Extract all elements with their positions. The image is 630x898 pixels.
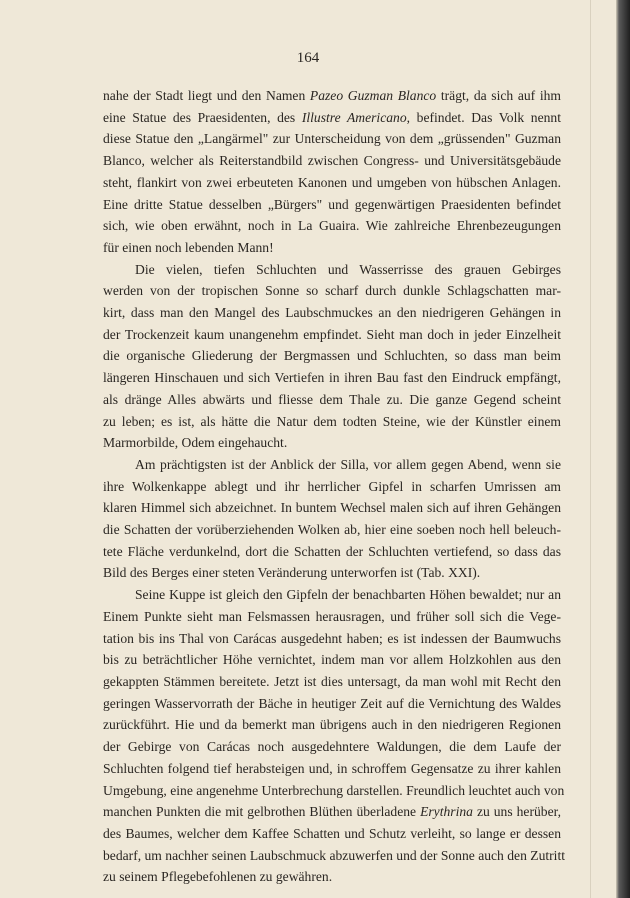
text-line: [103, 302, 561, 324]
text-line: [103, 280, 561, 302]
text-line: [103, 389, 561, 411]
text-segment: zurückführt. Hie und da bemerkt man übrigens auch in den niedrigeren Regionen: [103, 717, 561, 733]
text-line: [103, 454, 561, 476]
italic-term: Illustre Americano: [301, 109, 407, 125]
text-line: [103, 237, 561, 259]
text-segment: Umgebung, eine angenehme Unterbrechung darstellen. Freundlich leuchtet auch von: [103, 782, 565, 798]
text-line: [103, 714, 561, 736]
text-line: [103, 671, 561, 693]
text-line: [103, 758, 561, 780]
text-line: [103, 345, 561, 367]
text-line: [103, 628, 561, 650]
paragraph: [103, 259, 561, 454]
text-line: [103, 649, 561, 671]
text-line: [103, 780, 565, 802]
text-line: [103, 194, 561, 216]
italic-term: Pazeo Guzman Blanco: [309, 88, 437, 103]
text-segment: bis zu beträchtlicher Höhe vernichtet, indem man vor allem Holzkohlen aus den: [103, 652, 561, 668]
text-line: [103, 606, 561, 628]
text-line: [103, 845, 566, 867]
text-segment: längeren Hinschauen und sich Vertiefen in ihren Bau fast den Eindruck empfängt,: [103, 370, 561, 386]
text-segment: des Baumes, welcher dem Kaffee Schatten und Schutz verleiht, so lange er dessen: [103, 825, 561, 841]
text-segment: Eine dritte Statue desselben „Bürgers" und gegenwärtigen Praesidenten befindet: [103, 196, 561, 212]
text-segment: für einen noch lebenden Mann!: [103, 239, 274, 255]
text-segment: manchen Punkten die mit gelbrothen Blüthen überladene: [103, 804, 421, 820]
paragraph: [103, 454, 561, 584]
text-segment: bedarf, um nachher seinen Laubschmuck abzuwerfen und der Sonne auch den Zutritt: [103, 847, 566, 863]
italic-term: Erythrina: [420, 804, 473, 820]
text-segment: Am prächtigsten ist der Anblick der Silla, vor allem gegen Abend, wenn sie: [135, 456, 561, 472]
text-segment: sich, wie oben erwähnt, noch in La Guaira. Wie zahlreiche Ehrenbezeugungen: [103, 218, 561, 234]
body-text: [103, 85, 566, 888]
text-segment: eine Statue des Praesidenten, des: [103, 109, 302, 125]
page-edge-shadow: [616, 0, 630, 898]
text-line: [103, 367, 561, 389]
text-line: [103, 324, 561, 346]
text-line: [103, 584, 561, 606]
text-segment: Seine Kuppe ist gleich den Gipfeln der benachbarten Höhen bewaldet; nur an: [135, 587, 561, 603]
paragraph: [103, 85, 561, 259]
text-segment: steht, flankirt von zwei erbeuteten Kanonen und umgeben von hübschen Anlagen.: [103, 174, 561, 190]
text-line: [103, 541, 561, 563]
text-line: [103, 476, 561, 498]
text-segment: zu uns herüber,: [472, 804, 561, 820]
text-segment: geringen Wasservorrath der Bäche in heutiger Zeit auf die Vernichtung des Waldes: [103, 695, 561, 711]
text-segment: tation bis ins Thal von Carácas ausgedehnt haben; es ist indessen der Baumwuchs: [103, 630, 561, 646]
text-line: [103, 150, 561, 172]
text-segment: zu leben; es ist, als hätte die Natur dem todten Steine, wie der Künstler einem: [103, 413, 561, 429]
text-line: [103, 411, 561, 433]
text-line: [103, 497, 561, 519]
text-line: [103, 128, 561, 150]
text-segment: die Schatten der vorüberziehenden Wolken ab, hier eine soeben noch hell beleuch-: [103, 522, 561, 538]
text-line: [103, 562, 561, 584]
text-segment: Bild des Berges einer steten Veränderung unterworfen ist (Tab. XXI).: [103, 565, 481, 581]
text-line: [103, 866, 561, 888]
text-line: [103, 519, 561, 541]
text-line: [103, 215, 561, 237]
text-segment: die organische Gliederung der Bergmassen und Schluchten, so dass man beim: [103, 348, 561, 364]
paragraph: [103, 584, 566, 888]
text-segment: nahe der Stadt liegt und den Namen: [103, 88, 310, 103]
text-segment: der Trockenzeit kaum unangenehm empfindet. Sieht man doch in jeder Einzelheit: [103, 326, 561, 342]
text-line: [103, 801, 561, 823]
text-segment: tete Fläche verdunkelnd, dort die Schatten der Schluchten vertiefend, so dass das: [103, 543, 561, 559]
page-number: 164: [296, 50, 320, 66]
text-segment: als dränge Alles abwärts und fliesse dem Thale zu. Die ganze Gegend scheint: [103, 391, 561, 407]
text-segment: Marmorbilde, Odem eingehaucht.: [103, 435, 288, 451]
text-segment: ihre Wolkenkappe ablegt und ihr herrlicher Gipfel in scharfen Umrissen am: [103, 478, 561, 494]
text-segment: Blanco, welcher als Reiterstandbild zwischen Congress- und Universitätsgebäude: [103, 153, 561, 169]
text-segment: gekappten Stämmen bereitete. Jetzt ist dies untersagt, da man wohl mit Recht den: [103, 673, 561, 689]
page-margin-shade: [590, 0, 591, 898]
text-segment: diese Statue den „Langärmel" zur Unterscheidung von dem „grüssenden" Guzman: [103, 131, 561, 147]
text-segment: der Gebirge von Carácas noch ausgedehntere Waldungen, die dem Laufe der: [103, 739, 561, 755]
text-line: [103, 432, 561, 454]
text-segment: werden von der tropischen Sonne so scharf durch dunkle Schlagschatten mar-: [103, 283, 561, 299]
text-segment: klaren Himmel sich abzeichnet. In buntem Wechsel malen sich auf ihren Gehängen: [103, 500, 561, 516]
text-segment: Schluchten folgend tief herabsteigen und, in schroffem Gegensatze zu ihrer kahlen: [103, 760, 561, 776]
text-segment: trägt, da sich auf ihm: [436, 88, 561, 103]
text-segment: kirt, dass man den Mangel des Laubschmuckes an den niedrigeren Gehängen in: [103, 305, 561, 321]
text-segment: , befindet. Das Volk nennt: [406, 109, 561, 125]
text-line: [103, 736, 561, 758]
text-line: [103, 107, 561, 129]
text-line: [103, 823, 561, 845]
text-segment: Die vielen, tiefen Schluchten und Wasserrisse des grauen Gebirges: [135, 261, 561, 277]
text-line: [103, 259, 561, 281]
text-segment: Einem Punkte sieht man Felsmassen herausragen, und früher soll sich die Vege-: [103, 608, 561, 624]
text-line: [103, 172, 561, 194]
text-line: [103, 693, 561, 715]
text-line: [103, 85, 561, 107]
text-segment: zu seinem Pflegebefohlenen zu gewähren.: [103, 869, 333, 885]
